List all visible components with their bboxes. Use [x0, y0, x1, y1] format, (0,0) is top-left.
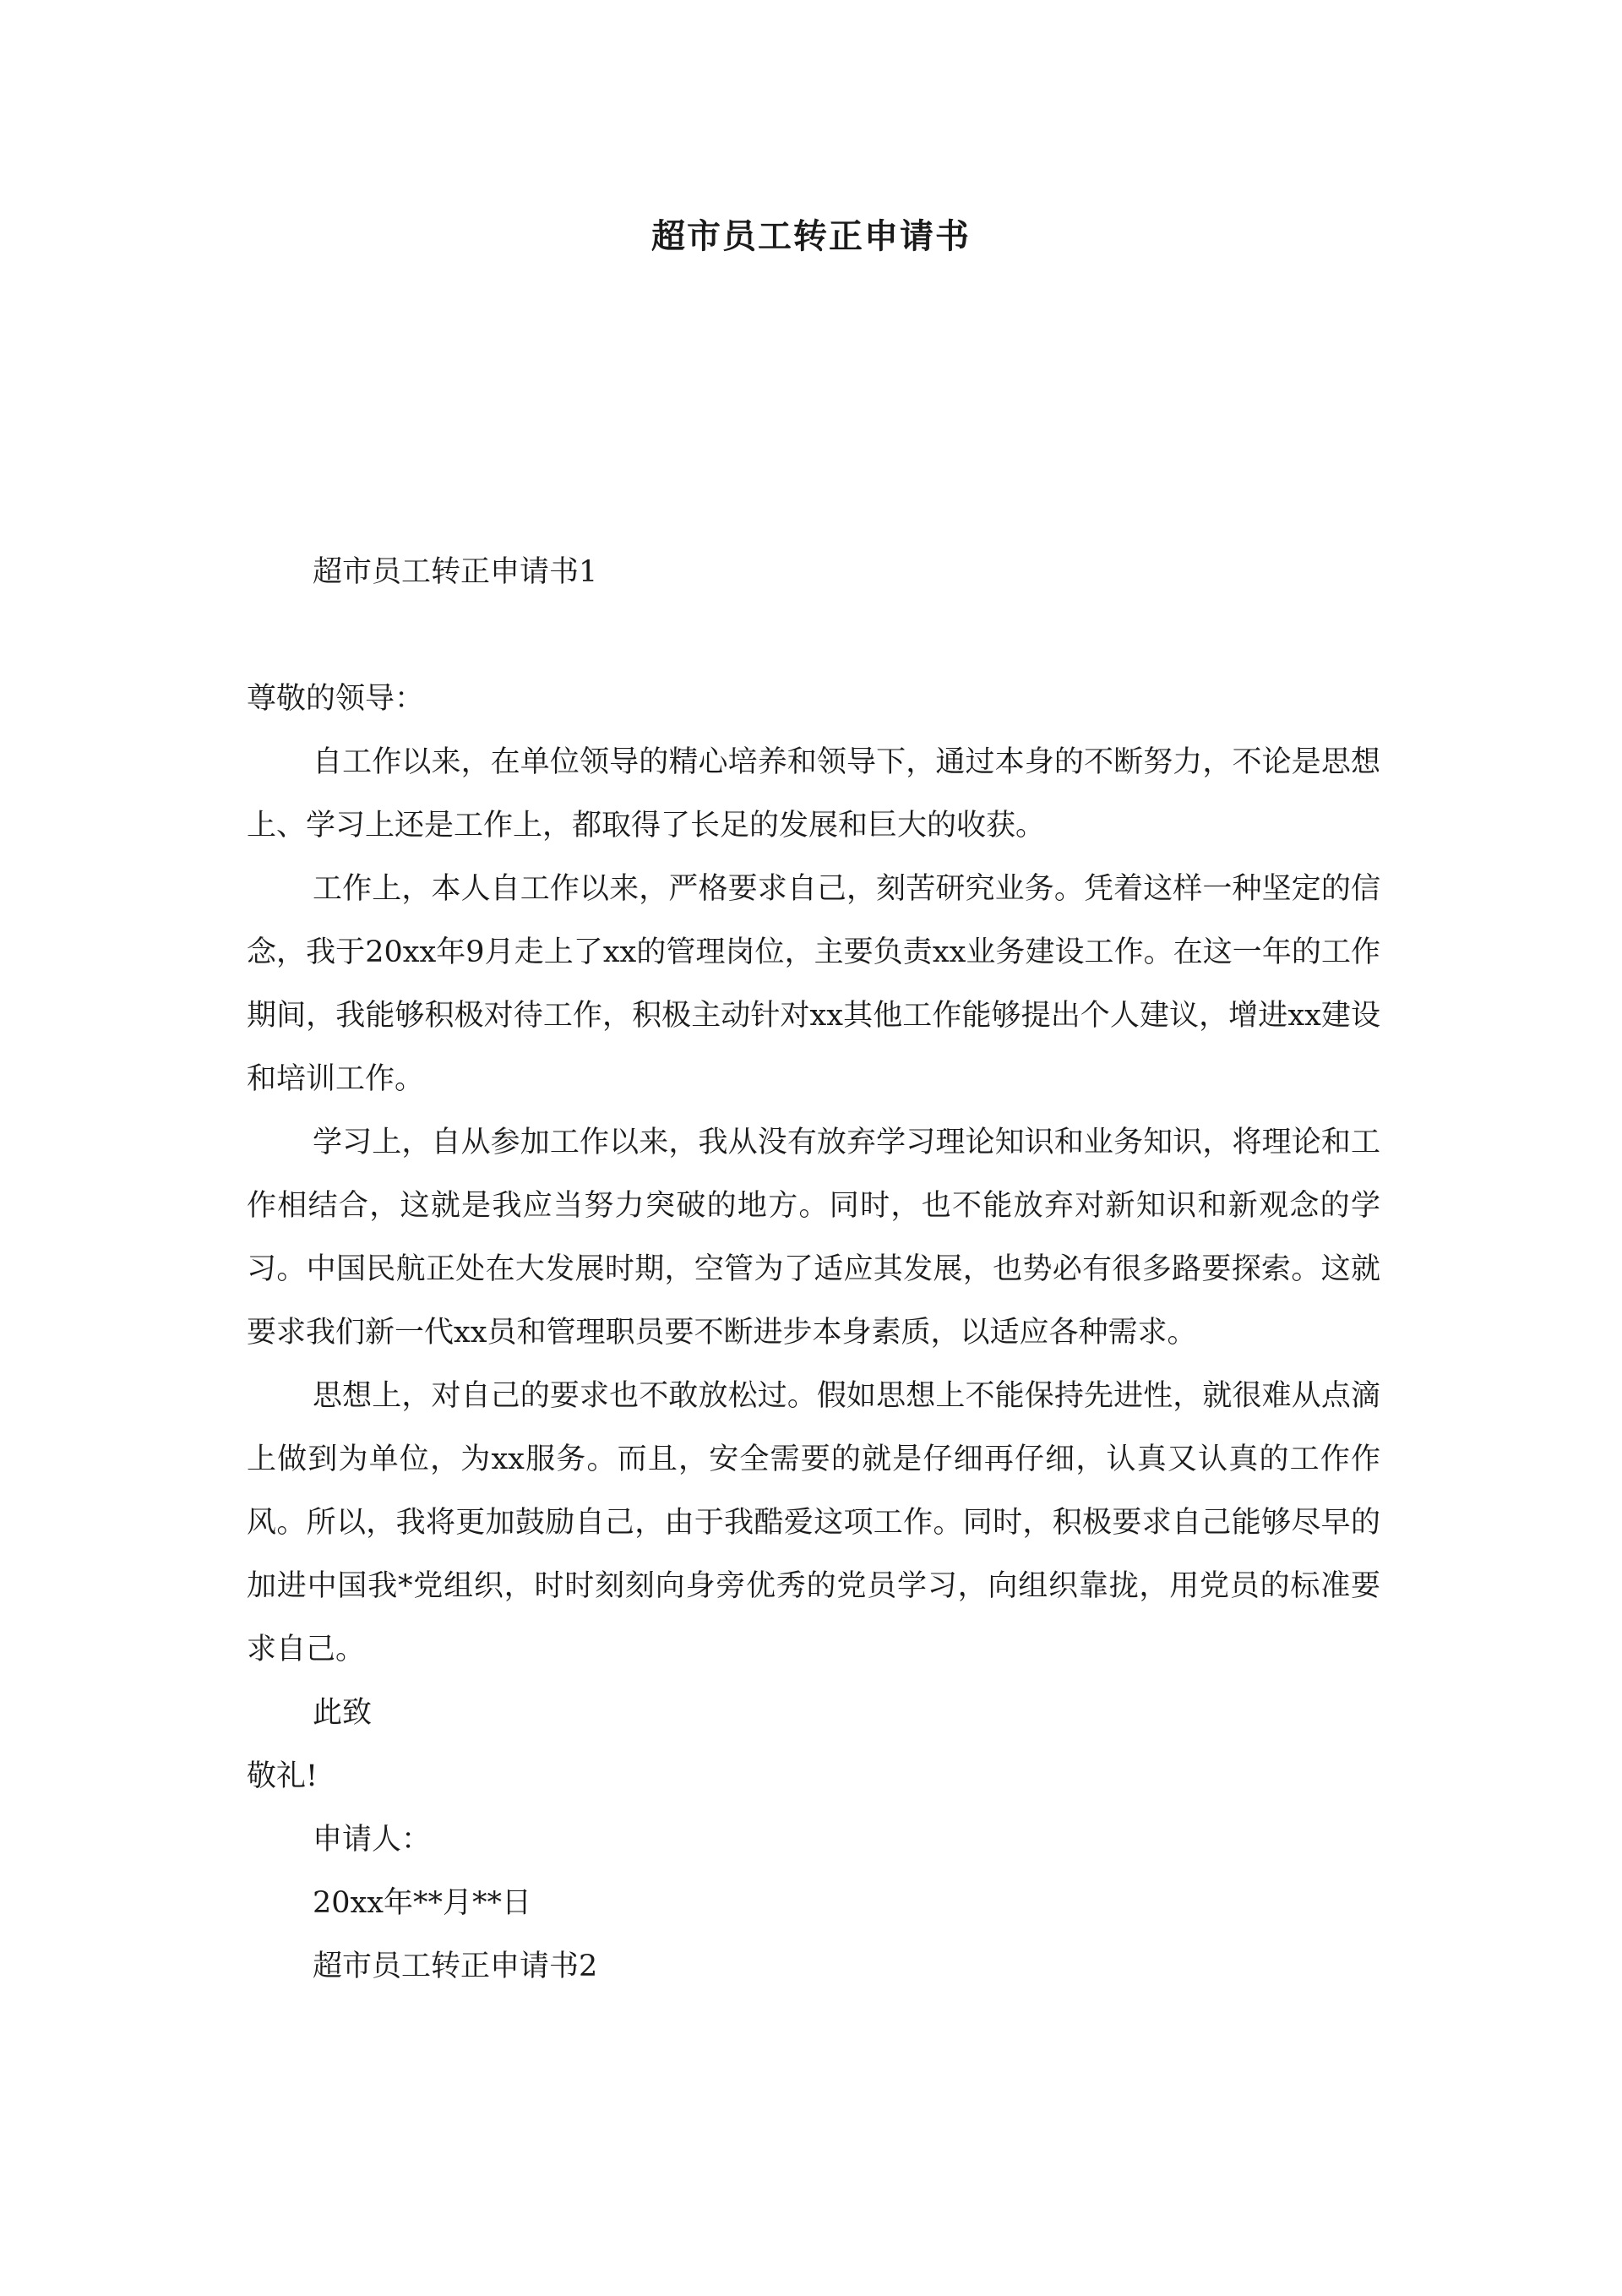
applicant-label: 申请人： — [313, 1823, 432, 1857]
closing-line-1: 此致 — [313, 1696, 373, 1730]
salutation: 尊敬的领导： — [247, 682, 425, 716]
paragraph-intro: 自工作以来，在单位领导的精心培养和领导下，通过本身的不断努力，不论是思想上、学习上还是工作上，都取得了长足的发展和巨大的收获。 — [247, 745, 1380, 843]
section-heading-1: 超市员工转正申请书1 — [313, 555, 598, 589]
paragraph-study: 学习上，自从参加工作以来，我从没有放弃学习理论知识和业务知识，将理论和工作相结合，这就是我应当努力突破的地方。同时，也不能放弃对新知识和新观念的学习。中国民航正处在大发展时期，空管为了适应其发展，也势必有很多路要探索。这就要求我们新一代xx员和管理职员要不断进步本身素质，以适应各种需求。 — [247, 1126, 1380, 1350]
document-title: 超市员工转正申请书 — [651, 216, 971, 256]
paragraph-thought: 思想上，对自己的要求也不敢放松过。假如思想上不能保持先进性，就很难从点滴上做到为单位，为xx服务。而且，安全需要的就是仔细再仔细，认真又认真的工作作风。所以，我将更加鼓励自己，由于我酷爱这项工作。同时，积极要求自己能够尽早的加进中国我*党组织，时时刻刻向身旁优秀的党员学习，向组织靠拢，用党员的标准要求自己。 — [247, 1379, 1380, 1666]
document-body — [247, 541, 1380, 1999]
paragraph-work: 工作上，本人自工作以来，严格要求自己，刻苦研究业务。凭着这样一种坚定的信念，我于20xx年9月走上了xx的管理岗位，主要负责xx业务建设工作。在这一年的工作期间，我能够积极对待工作，积极主动针对xx其他工作能够提出个人建议，增进xx建设和培训工作。 — [247, 872, 1380, 1096]
section-heading-2: 超市员工转正申请书2 — [313, 1950, 598, 1983]
closing-line-2: 敬礼! — [247, 1759, 318, 1793]
signature-date: 20xx年**月**日 — [313, 1886, 532, 1920]
